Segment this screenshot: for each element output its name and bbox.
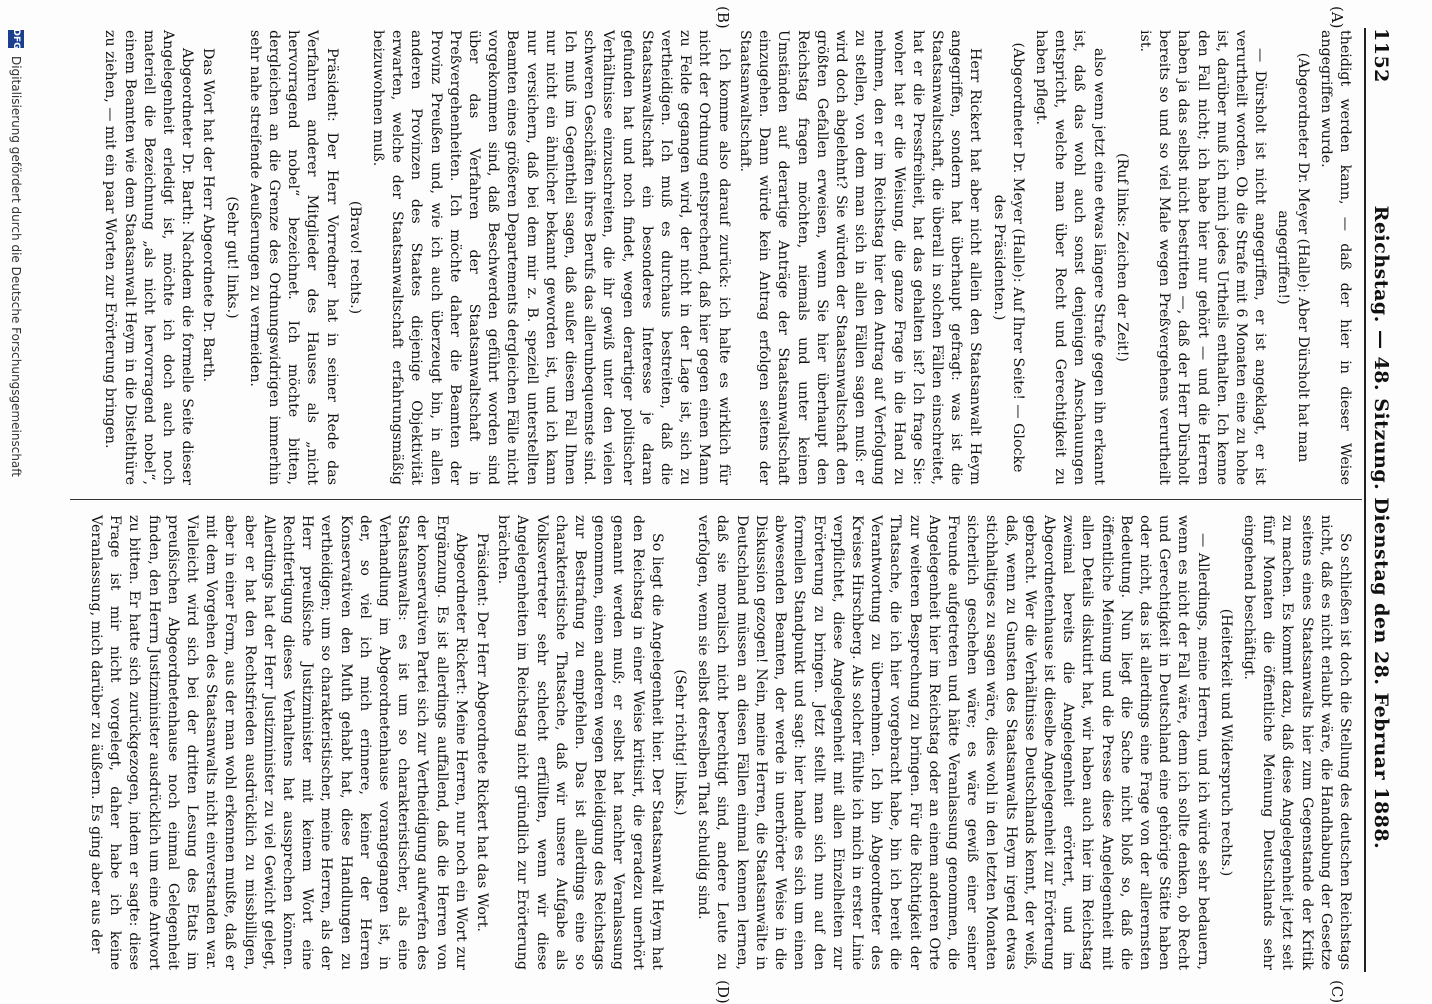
- paragraph: Präsident: Der Herr Abgeordnete Rickert hat das Wort.: [474, 533, 491, 932]
- footer: [8, 30, 24, 477]
- paragraph: Das Wort hat der Herr Abgeordnete Dr. Barth.: [200, 48, 217, 383]
- left-column: [98, 30, 1354, 485]
- column-divider: [70, 499, 1362, 500]
- header-rule: [1364, 28, 1366, 972]
- paragraph: Präsident: Der Herr Vorredner hat in seiner Rede das Verfahren anderer Mitglieder des Hauses als „nicht hervorragend nobel“ bezeichnet. Ich möchte bitten, dergleichen an die Grenze des Ordnungswidrigen immerhin sehr nahe streifende Aeußerungen zu vermeiden.: [246, 30, 340, 485]
- margin-mark-d: (D): [714, 980, 732, 1004]
- paragraph: Abgeordneter Dr. Barth: Nachdem die formelle Seite dieser Angelegenheit erledigt ist, möchte ich doch auch noch materiell die Bezeichnung „als nicht hervorragend nobel“, einem Beamten wie dem Staatsanwalt Heym in die Distelthüre zu ziehen, — mit ein paar Worten zur Erörterung bringen.: [102, 30, 196, 485]
- paragraph: theidigt werden kann, — daß der hier in dieser Weise angegriffen wurde.: [1317, 30, 1353, 485]
- paragraph: — Dürsholt ist nicht angegriffen, er ist angeklagt, er ist verurtheilt worden. Ob die Strafe mit 6 Monaten eine zu hohe ist, darüber muß ich mich jedes Urtheils enthalten. Ich kenne den Fall nicht; ich habe hier nur gehört — und die Herren haben ja das selbst nicht bestritten —, daß der Herr Dürsholt bereits so und so viel Male wegen Preßvergehens verurtheilt ist.: [1136, 30, 1269, 485]
- interjection: (Sehr richtig! links.): [672, 669, 689, 816]
- interjection: (Heiterkeit und Widerspruch rechts.): [1217, 608, 1234, 877]
- interjection: (Bravo! rechts.): [346, 200, 363, 315]
- page-header: [1370, 28, 1402, 972]
- paragraph: — Allerdings, meine Herren, und ich würde sehr bedauern, wenn es nicht der Fall wäre, denn ich sollte denken, ob Recht und Gerechtigkeit in Deutschland eine gehörige Stätte haben oder nicht, das ist allerdings eine Frage von der allerernsten Bedeutung. Nun liegt die Sache nicht bloß so, daß die öffentliche Meinung und die Presse diese Angelegenheit mit allen Details diskutirt hat, wir haben auch hier im Reichstag zweimal bereits die Angelegenheit erörtert, und im Abgeordnetenhause ist dieselbe Angelegenheit zur Erörterung gebracht. Wer die Verhältnisse Deutschlands kennt, der weiß, daß, wenn zu Gunsten des Staatsanwalts Heym irgend etwas stichhaltiges zu sagen wäre, dies wohl in den letzten Monaten sicherlich geschehen wäre; es wäre gewiß einer seiner Freunde aufgetreten und hätte Veranlassung genommen, die Angelegenheit hier im Reichstag oder an einem anderen Orte zur weiteren Besprechung zu bringen. Für die Richtigkeit der Thatsache, die ich hier vorgebracht habe, bin ich bereit die Verantwortung zu übernehmen. Ich bin Abgeordneter des Kreises Hirschberg. Als solcher fühlte ich mich in erster Linie verpflichtet, diese Angelegenheit mit allen Einzelheiten zur Erörterung zu bringen. Jetzt stellt man sich nun auf den formellen Standpunkt und sagt: hier handle es sich um einen abwesenden Beamten, der werde in unerhörter Weise in die Diskussion gezogen! Nein, meine Herren, die Staatsanwälte in Deutschland müssen an diesen Fällen einmal kennen lernen, daß sie moralisch nicht berechtigt sind, andere Leute zu verfolgen, wenn sie selbst derselben That schuldig sind.: [695, 515, 1211, 970]
- dfg-logo: DFG: [8, 30, 24, 48]
- paragraph: Ich komme also darauf zurück: ich halte es wirklich für nicht der Ordnung entsprechend, daß hier gegen einen Mann zu Felde gegangen wird, der nicht in der Lage ist, sich zu vertheidigen. Ich muß es durchaus bestreiten, daß die Staatsanwaltschaft ein besonderes Interesse je daran gefunden hat und noch findet, wegen derartiger politischer Verhältnisse einzuschreiten, die ihr gewiß unter den vielen schweren Geschäften ihres Berufs das allerunbequemste sind. Ich muß im Gegentheil sagen, daß außer diesem Fall Ihnen nur nicht ein ähnlicher bekannt geworden ist, und ich kann nur versichern, daß bei dem mir z. B. speziell unterstellten Beamten eines größeren Departements dergleichen Fälle nicht vorgekommen sind, daß Beschwerden geführt worden sind über das Verfahren der Staatsanwaltschaft in Preßvergehenheiten. Ich möchte daher die Beamten der Provinz Preußen und, wie ich auch überzeugt bin, in allen anderen Provinzen des Staates diejenige Objektivität erwarten, welche der Staatsanwaltschaft erfahrungsmäßig beizuwohnen muß.: [370, 30, 732, 485]
- margin-mark-a: (A): [1328, 6, 1346, 29]
- paragraph: Herr Rickert hat aber nicht allein den Staatsanwalt Heym angegriffen, sondern hat überhaupt gefragt: was ist die Staatsanwaltschaft, die überall in solchen Fällen einschreitet, hat er die Pressfreiheit, hat das gehalten ist? Ich frage Sie: woher hat er die Weisung, die ganze Frage in die Hand zu nehmen, den er im Reichstag hier den Antrag auf Verfolgung zu stellen, von dem man sich in allen Fällen sagen muß: er wird doch abgelehnt? Sie würden der Staatsanwaltschaft den größten Gefallen erweisen, wenn Sie hier überhaupt den Reichstag fragen möchten, niemals und unter keinen Umständen auf derartige Anträge der Staatsanwaltschaft einzugehen. Dann würde kein Antrag erfolgen seitens der Staatsanwaltschaft.: [736, 30, 984, 485]
- digitization-caption: Digitalisierung gefördert durch die Deutsche Forschungsgemeinschaft: [9, 56, 23, 478]
- margin-mark-c: (C): [1328, 980, 1346, 1004]
- interjection: (Abgeordneter Dr. Meyer (Halle): Auf Ihrer Seite! — Glocke des Präsidenten.): [990, 42, 1026, 473]
- margin-mark-b: (B): [714, 6, 732, 29]
- interjection: (Abgeordneter Dr. Meyer (Halle): Aber Dürsholt hat man angegriffen!): [1275, 52, 1311, 463]
- paragraph: Abgeordneter Rickert: Meine Herren, nur noch ein Wort zur Ergänzung. Es ist allerdings auffallend, daß die Herren von der konservativen Partei sich zur Vertheidigung aufwerfen des Staatsanwalts: es ist um so charakteristischer, als eine Verhandlung im Abgeordnetenhause vorangegangen ist, in der, so viel ich mich erinnere, keiner der Herren Konservativen den Muth gehabt hat, diese Handlungen zu vertheidigen; um so charakteristischer, meine Herren, als der Herr preußische Justizminister mit keinem Wort eine Rechtfertigung dieses Verhaltens hat aussprechen können. Allerdings hat der Herr Justizminister zu viel Gewicht gelegt, aber er hat den Rechtsfrieden ausdrücklich zu missbilligen, aber in einer Form, aus der man wohl erkennen mußte, daß er mit dem Vorgehen des Staatsanwalts nicht einverstanden war. Vielleicht wird sich bei der dritten Lesung des Etats im preußischen Abgeordnetenhause noch einmal Gelegenheit finden, den Herrn Justizminister ausdrücklich um eine Antwort zu bitten. Er hatte sich zurückgezogen, indem er sagte: diese Frage ist mir nicht vorgelegt, daher habe ich keine Veranlassung, mich darüber zu äußern. Es ging aber aus der: [88, 515, 469, 970]
- paragraph: So schließen ist doch die Stellung des deutschen Reichstags nicht, daß es nicht erlaubt wäre, die Handhabung der Gesetze seitens eines Staatsanwalts hier zum Gegenstande der Kritik zu machen. Es kommt dazu, daß diese Angelegenheit jetzt seit fünf Monaten die öffentliche Meinung Deutschlands sehr eingehend beschäftigt.: [1240, 515, 1353, 970]
- right-column: [84, 515, 1354, 970]
- paragraph: also wenn jetzt eine etwas längere Strafe gegen ihn erkannt ist, daß das wohl auch sonst denjenigen Anschauungen entspricht, welche man über Recht und Gerechtigkeit zu haben pflegt.: [1032, 30, 1107, 485]
- running-title: Reichstag. — 48. Sitzung. Dienstag den 28. Februar 1888.: [1370, 205, 1392, 850]
- page-number: 1152: [1370, 28, 1392, 83]
- interjection: (Ruf links: Zeichen der Zeit!): [1113, 153, 1130, 362]
- interjection: (Sehr gut! links.): [223, 196, 240, 319]
- paragraph: So liegt die Angelegenheit hier. Der Staatsanwalt Heym hat den Reichstag in einer Weise kritisirt, die geradezu unerhört genannt werden muß; er selbst hat nachher Veranlassung genommen, einen anderen wegen Beleidigung des Reichstags zur Bestrafung zu empfehlen. Das ist allerdings eine so charakteristische Thatsache, daß wir unsere Aufgabe als Volksvertreter sehr schlecht erfüllten, wenn wir diese Angelegenheiten im Reichstag nicht gründlich zur Erörterung brächten.: [495, 515, 665, 970]
